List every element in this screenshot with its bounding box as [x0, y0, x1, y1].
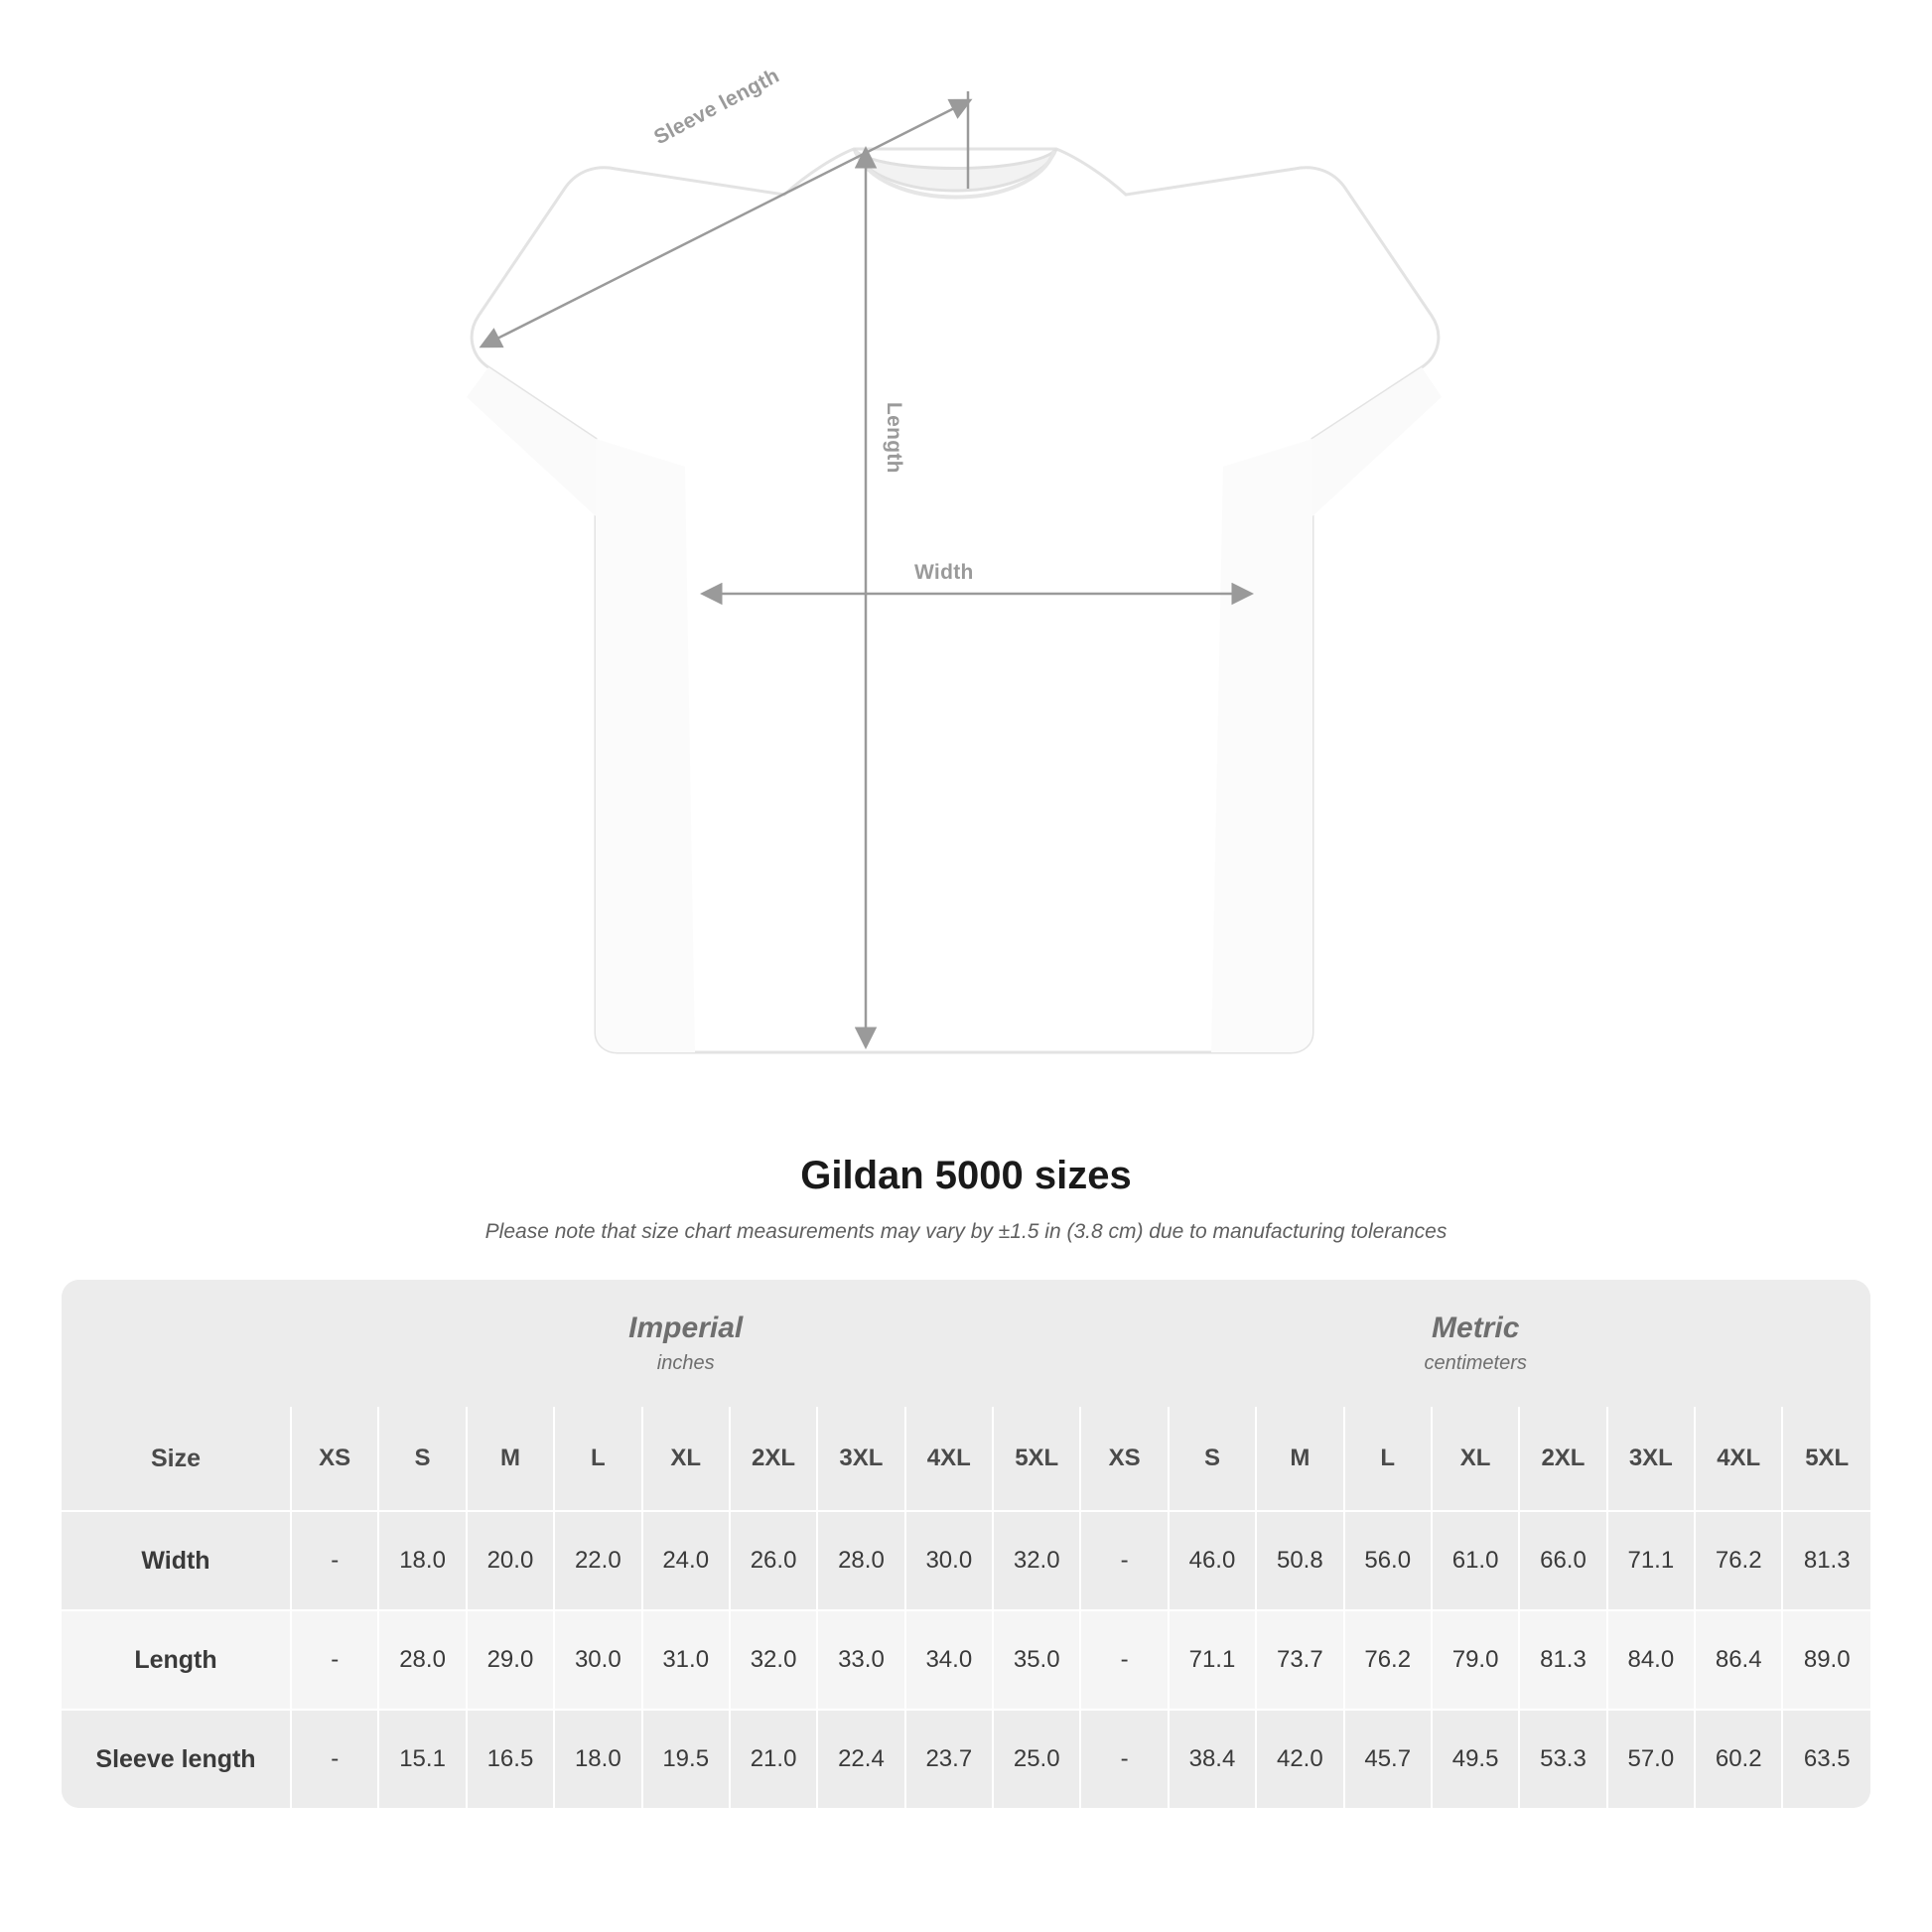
size-header-row: [62, 1407, 1870, 1511]
tolerance-note: Please note that size chart measurements may vary by ±1.5 in (3.8 cm) due to manufacturing tolerances: [484, 1220, 1448, 1243]
column-header-4xl-metric: 4XL: [1695, 1407, 1782, 1511]
cell-sleeve-14: 53.3: [1519, 1710, 1606, 1808]
cell-sleeve-12: 45.7: [1344, 1710, 1432, 1808]
title-block: [0, 1154, 1932, 1244]
cell-length-3: 30.0: [554, 1610, 641, 1710]
cell-width-15: 71.1: [1607, 1511, 1695, 1610]
cell-length-15: 84.0: [1607, 1610, 1695, 1710]
cell-width-3: 22.0: [554, 1511, 641, 1610]
cell-width-2: 20.0: [467, 1511, 554, 1610]
cell-sleeve-3: 18.0: [554, 1710, 641, 1808]
length-dimension-label: Length: [883, 402, 905, 474]
cell-length-7: 34.0: [905, 1610, 993, 1710]
cell-length-14: 81.3: [1519, 1610, 1606, 1710]
imperial-unit-sub: inches: [656, 1351, 715, 1374]
column-header-3xl-imperial: 3XL: [817, 1407, 904, 1511]
table-row: [62, 1511, 1870, 1610]
cell-width-7: 30.0: [905, 1511, 993, 1610]
cell-length-5: 32.0: [730, 1610, 817, 1710]
cell-length-0: -: [291, 1610, 378, 1710]
cell-sleeve-16: 60.2: [1695, 1710, 1782, 1808]
cell-sleeve-15: 57.0: [1607, 1710, 1695, 1808]
cell-width-12: 56.0: [1344, 1511, 1432, 1610]
column-header-s-imperial: S: [378, 1407, 466, 1511]
cell-length-4: 31.0: [642, 1610, 730, 1710]
column-header-xs-metric: XS: [1080, 1407, 1168, 1511]
metric-unit-header: [1080, 1280, 1870, 1407]
cell-length-8: 35.0: [993, 1610, 1080, 1710]
cell-sleeve-0: -: [291, 1710, 378, 1808]
column-header-5xl-imperial: 5XL: [993, 1407, 1080, 1511]
cell-width-5: 26.0: [730, 1511, 817, 1610]
size-row-header: Size: [62, 1407, 291, 1511]
cell-sleeve-4: 19.5: [642, 1710, 730, 1808]
column-header-m-imperial: M: [467, 1407, 554, 1511]
imperial-unit-header: [291, 1280, 1080, 1407]
cell-sleeve-11: 42.0: [1256, 1710, 1343, 1808]
cell-width-0: -: [291, 1511, 378, 1610]
column-header-2xl-imperial: 2XL: [730, 1407, 817, 1511]
row-label-length: Length: [62, 1610, 291, 1710]
page-title: Gildan 5000 sizes: [800, 1154, 1132, 1197]
cell-sleeve-1: 15.1: [378, 1710, 466, 1808]
cell-sleeve-13: 49.5: [1432, 1710, 1519, 1808]
column-header-l-imperial: L: [554, 1407, 641, 1511]
width-dimension-label: Width: [914, 561, 974, 584]
imperial-unit-name: Imperial: [628, 1311, 744, 1345]
table-row: [62, 1710, 1870, 1808]
unit-header-spacer: [62, 1280, 291, 1407]
cell-width-11: 50.8: [1256, 1511, 1343, 1610]
column-header-xl-metric: XL: [1432, 1407, 1519, 1511]
cell-width-4: 24.0: [642, 1511, 730, 1610]
cell-width-17: 81.3: [1782, 1511, 1870, 1610]
cell-width-9: -: [1080, 1511, 1168, 1610]
column-header-5xl-metric: 5XL: [1782, 1407, 1870, 1511]
cell-sleeve-6: 22.4: [817, 1710, 904, 1808]
column-header-3xl-metric: 3XL: [1607, 1407, 1695, 1511]
cell-width-6: 28.0: [817, 1511, 904, 1610]
cell-width-14: 66.0: [1519, 1511, 1606, 1610]
column-header-m-metric: M: [1256, 1407, 1343, 1511]
cell-width-8: 32.0: [993, 1511, 1080, 1610]
size-table: [62, 1280, 1870, 1808]
column-header-xl-imperial: XL: [642, 1407, 730, 1511]
cell-width-13: 61.0: [1432, 1511, 1519, 1610]
row-label-width: Width: [62, 1511, 291, 1610]
unit-header-row: [62, 1280, 1870, 1407]
cell-sleeve-7: 23.7: [905, 1710, 993, 1808]
cell-length-6: 33.0: [817, 1610, 904, 1710]
cell-length-11: 73.7: [1256, 1610, 1343, 1710]
cell-width-10: 46.0: [1169, 1511, 1256, 1610]
size-table-wrapper: [62, 1280, 1870, 1808]
cell-length-16: 86.4: [1695, 1610, 1782, 1710]
cell-width-16: 76.2: [1695, 1511, 1782, 1610]
metric-unit-sub: centimeters: [1424, 1351, 1527, 1374]
column-header-2xl-metric: 2XL: [1519, 1407, 1606, 1511]
cell-length-17: 89.0: [1782, 1610, 1870, 1710]
sleeve-length-dimension-label: Sleeve length: [650, 64, 783, 150]
cell-sleeve-5: 21.0: [730, 1710, 817, 1808]
cell-length-13: 79.0: [1432, 1610, 1519, 1710]
cell-sleeve-8: 25.0: [993, 1710, 1080, 1808]
cell-length-2: 29.0: [467, 1610, 554, 1710]
row-label-sleeve-length: Sleeve length: [62, 1710, 291, 1808]
column-header-xs-imperial: XS: [291, 1407, 378, 1511]
column-header-4xl-imperial: 4XL: [905, 1407, 993, 1511]
cell-sleeve-2: 16.5: [467, 1710, 554, 1808]
cell-length-10: 71.1: [1169, 1610, 1256, 1710]
cell-length-12: 76.2: [1344, 1610, 1432, 1710]
cell-length-9: -: [1080, 1610, 1168, 1710]
cell-sleeve-17: 63.5: [1782, 1710, 1870, 1808]
metric-unit-name: Metric: [1432, 1311, 1520, 1345]
cell-sleeve-10: 38.4: [1169, 1710, 1256, 1808]
cell-sleeve-9: -: [1080, 1710, 1168, 1808]
column-header-l-metric: L: [1344, 1407, 1432, 1511]
cell-width-1: 18.0: [378, 1511, 466, 1610]
cell-length-1: 28.0: [378, 1610, 466, 1710]
table-row: [62, 1610, 1870, 1710]
column-header-s-metric: S: [1169, 1407, 1256, 1511]
